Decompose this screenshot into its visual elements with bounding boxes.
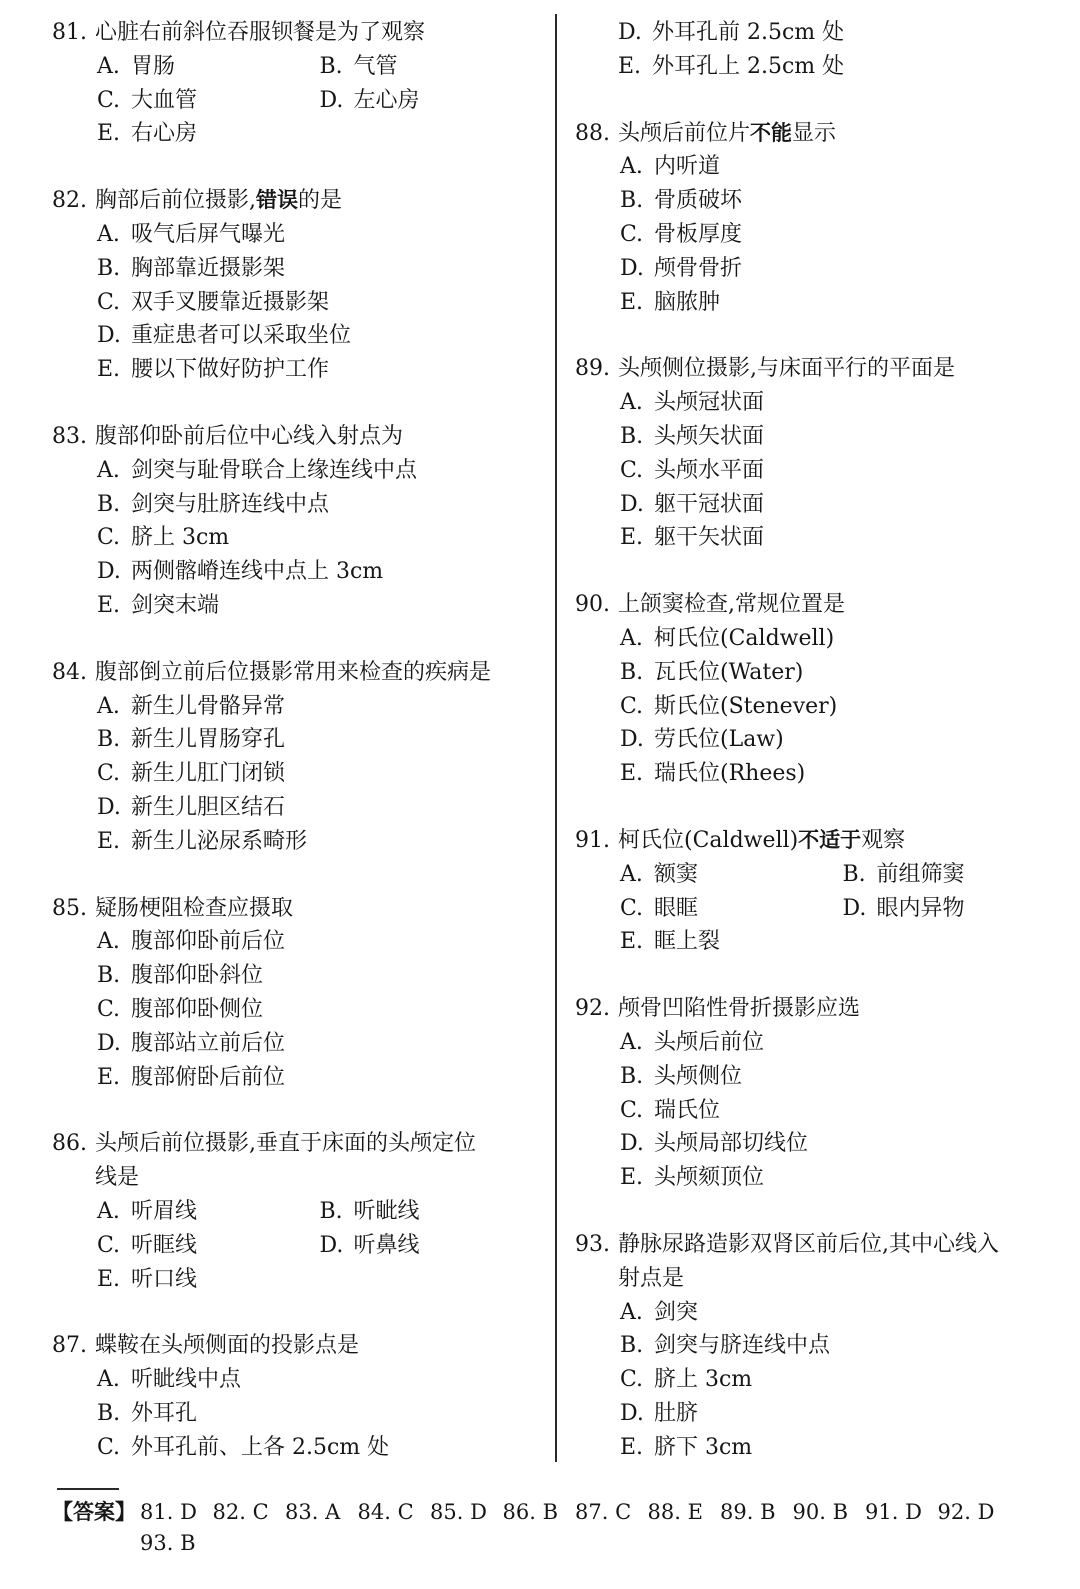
- question-86: [52, 1127, 542, 1296]
- option-letter: C.: [620, 457, 644, 483]
- option-letter: C.: [97, 87, 121, 113]
- option-letter: C.: [620, 693, 644, 719]
- option-b: [843, 858, 1066, 892]
- option-text: 听眶线: [131, 1232, 198, 1258]
- option-letter: D.: [319, 87, 344, 113]
- option-letter: C.: [97, 1232, 121, 1258]
- question-text: [618, 824, 1065, 858]
- option-text: 外耳孔前 2.5cm 处: [652, 20, 845, 45]
- question-84: [52, 656, 542, 859]
- option-text: 两侧髂嵴连线中点上 3cm: [131, 559, 384, 585]
- option-b: [52, 1397, 542, 1431]
- option-a: [52, 925, 542, 959]
- stem-part: 胸部后前位摄影,: [95, 188, 256, 214]
- answer-item: 86. B: [502, 1500, 559, 1524]
- option-b: [52, 488, 542, 522]
- answer-label: 【答案】: [52, 1500, 136, 1524]
- option-text: 斯氏位(Stenever): [654, 693, 838, 719]
- option-letter: A.: [620, 390, 643, 416]
- option-c: [575, 218, 1065, 252]
- question-stem: [52, 16, 542, 50]
- option-text: 剑突与肚脐连线中点: [131, 491, 330, 517]
- answer-item: 89. B: [720, 1500, 776, 1524]
- option-letter: E.: [97, 357, 121, 383]
- option-letter: A.: [97, 1367, 120, 1393]
- option-c: [575, 454, 1065, 488]
- option-a: [52, 1363, 542, 1397]
- option-letter: C.: [97, 996, 121, 1022]
- question-stem: [52, 184, 542, 218]
- option-e: [575, 521, 1065, 555]
- option-text: 听眦线: [353, 1198, 420, 1224]
- question-text: 心脏右前斜位吞服钡餐是为了观察: [95, 20, 426, 45]
- option-text: 剑突与脐连线中点: [654, 1333, 831, 1359]
- option-letter: A.: [97, 221, 120, 247]
- answer-item: 91. D: [865, 1500, 922, 1524]
- option-text: 头颅后前位: [654, 1029, 765, 1055]
- stem-emphasis: 不适于: [798, 827, 862, 852]
- question-text: [95, 184, 542, 218]
- option-letter: D.: [97, 794, 121, 820]
- answer-item: 84. C: [357, 1500, 414, 1524]
- question-stem: [52, 420, 542, 454]
- option-d: [320, 1229, 543, 1263]
- stem-part: 头颅后前位片: [618, 120, 751, 146]
- option-text: 新生儿泌尿系畸形: [131, 828, 308, 854]
- option-text: 瓦氏位(Water): [654, 659, 804, 685]
- option-text: 听眉线: [131, 1198, 198, 1224]
- answer-key: [52, 1497, 1062, 1559]
- question-number: 90.: [575, 592, 610, 618]
- question-stem: [575, 824, 1065, 858]
- option-text: 头颅冠状面: [654, 390, 765, 416]
- option-d: [575, 252, 1065, 286]
- option-letter: E.: [97, 121, 121, 147]
- option-e: [52, 589, 542, 623]
- option-text: 脐下 3cm: [654, 1434, 753, 1460]
- option-letter: C.: [97, 525, 121, 551]
- answer-item: 87. C: [575, 1500, 632, 1524]
- question-91: [575, 824, 1065, 959]
- question-text: 头颅后前位摄影,垂直于床面的头颅定位: [95, 1131, 476, 1157]
- question-number: 83.: [52, 423, 87, 449]
- option-letter: B.: [319, 1198, 343, 1224]
- option-text: 重症患者可以采取坐位: [131, 323, 352, 349]
- answer-row: [52, 1528, 1062, 1559]
- option-text: 前组筛窦: [876, 861, 965, 887]
- option-letter: D.: [620, 1131, 644, 1157]
- option-letter: B.: [620, 423, 644, 449]
- option-text: 头颅颏顶位: [654, 1165, 765, 1191]
- option-text: 听鼻线: [353, 1232, 420, 1258]
- answer-item: 88. E: [647, 1500, 703, 1524]
- question-number: 86.: [52, 1131, 87, 1157]
- option-text: 双手叉腰靠近摄影架: [131, 289, 330, 315]
- option-text: 外耳孔: [131, 1400, 198, 1426]
- option-d: [320, 84, 543, 118]
- option-letter: E.: [618, 53, 642, 79]
- option-text: 剑突: [654, 1299, 699, 1325]
- question-89: [575, 352, 1065, 555]
- option-a: [575, 1026, 1065, 1060]
- option-letter: A.: [97, 693, 120, 719]
- option-text: 腹部俯卧后前位: [131, 1064, 286, 1090]
- option-c: [575, 690, 1065, 724]
- option-letter: A.: [620, 861, 643, 887]
- option-text: 腹部仰卧斜位: [131, 963, 264, 989]
- option-letter: A.: [97, 53, 120, 79]
- question-stem: [575, 1228, 1065, 1262]
- option-e: [575, 1161, 1065, 1195]
- option-row: [575, 858, 1065, 892]
- question-92: [575, 992, 1065, 1195]
- stem-emphasis: 不能: [750, 120, 793, 145]
- option-letter: E.: [97, 592, 121, 618]
- option-text: 新生儿肛门闭锁: [131, 761, 286, 787]
- option-e: [575, 50, 1065, 84]
- option-e: [575, 1431, 1065, 1465]
- option-letter: D.: [97, 559, 121, 585]
- option-a: [620, 858, 843, 892]
- option-text: 骨板厚度: [654, 221, 743, 247]
- option-letter: B.: [620, 1063, 644, 1089]
- option-row: [52, 1195, 542, 1229]
- option-text: 躯干冠状面: [654, 491, 765, 517]
- option-letter: D.: [620, 727, 644, 753]
- option-b: [575, 1329, 1065, 1363]
- option-letter: B.: [620, 659, 644, 685]
- option-a: [575, 1296, 1065, 1330]
- option-b: [52, 723, 542, 757]
- question-number: 88.: [575, 120, 610, 146]
- option-d: [52, 791, 542, 825]
- option-d: [575, 488, 1065, 522]
- question-text: 静脉尿路造影双肾区前后位,其中心线入: [618, 1231, 999, 1257]
- question-text-continued: 线是: [95, 1165, 140, 1191]
- option-b: [52, 959, 542, 993]
- option-text: 腹部仰卧侧位: [131, 996, 264, 1022]
- option-c: [575, 1094, 1065, 1128]
- option-b: [575, 420, 1065, 454]
- option-text: 眶上裂: [654, 929, 721, 955]
- option-text: 瑞氏位(Rhees): [654, 761, 806, 787]
- option-e: [52, 825, 542, 859]
- option-text: 听眦线中点: [131, 1367, 242, 1393]
- question-stem: [575, 992, 1065, 1026]
- right-column: [575, 16, 1065, 1497]
- option-text: 左心房: [353, 87, 420, 113]
- question-number: 82.: [52, 188, 87, 214]
- question-number: 92.: [575, 996, 610, 1022]
- option-letter: C.: [620, 1367, 644, 1393]
- option-text: 骨质破坏: [654, 188, 743, 214]
- option-b: [575, 656, 1065, 690]
- option-text: 脐上 3cm: [654, 1367, 753, 1393]
- question-stem: [52, 892, 542, 926]
- option-text: 额窦: [654, 861, 699, 887]
- question-number: 91.: [575, 827, 610, 853]
- option-text: 瑞氏位: [654, 1097, 721, 1123]
- option-letter: D.: [319, 1232, 344, 1258]
- answer-item: 81. D: [140, 1500, 197, 1524]
- option-letter: A.: [97, 929, 120, 955]
- option-text: 大血管: [131, 87, 198, 113]
- option-d: [575, 723, 1065, 757]
- option-d: [843, 892, 1066, 926]
- option-d: [575, 1127, 1065, 1161]
- question-90: [575, 588, 1065, 791]
- option-letter: C.: [620, 1097, 644, 1123]
- option-letter: E.: [620, 1434, 644, 1460]
- option-letter: D.: [842, 895, 867, 921]
- option-letter: A.: [620, 154, 643, 180]
- option-a: [575, 622, 1065, 656]
- question-text: 疑肠梗阻检查应摄取: [95, 895, 294, 921]
- question-stem: [52, 656, 542, 690]
- question-number: 85.: [52, 895, 87, 921]
- option-row: [52, 84, 542, 118]
- question-text-continued: 射点是: [618, 1265, 685, 1291]
- option-e: [575, 286, 1065, 320]
- option-d: [52, 555, 542, 589]
- stem-part: 柯氏位(Caldwell): [618, 827, 799, 853]
- left-column: [52, 16, 542, 1497]
- option-letter: D.: [620, 491, 644, 517]
- option-letter: E.: [97, 1064, 121, 1090]
- option-c: [620, 892, 843, 926]
- option-d: [575, 1397, 1065, 1431]
- option-text: 吸气后屏气曝光: [131, 221, 286, 247]
- option-letter: C.: [97, 761, 121, 787]
- option-letter: A.: [620, 1029, 643, 1055]
- option-text: 头颅水平面: [654, 457, 765, 483]
- option-letter: C.: [620, 221, 644, 247]
- question-85: [52, 892, 542, 1095]
- option-text: 脑脓肿: [654, 289, 721, 315]
- question-text: 蝶鞍在头颅侧面的投影点是: [95, 1333, 360, 1359]
- option-letter: B.: [97, 963, 121, 989]
- option-letter: C.: [620, 895, 644, 921]
- option-text: 胃肠: [131, 53, 176, 79]
- option-letter: C.: [97, 289, 121, 315]
- option-text: 新生儿胆区结石: [131, 794, 286, 820]
- option-text: 剑突末端: [131, 592, 220, 618]
- option-e: [575, 757, 1065, 791]
- option-text: 柯氏位(Caldwell): [654, 625, 835, 651]
- option-text: 躯干矢状面: [654, 525, 765, 551]
- question-text: 上颌窦检查,常规位置是: [618, 592, 845, 618]
- question-82: [52, 184, 542, 387]
- option-text: 头颅侧位: [654, 1063, 743, 1089]
- option-text: 胸部靠近摄影架: [131, 255, 286, 281]
- option-c: [575, 1363, 1065, 1397]
- question-stem: [575, 588, 1065, 622]
- question-stem: [52, 1127, 542, 1161]
- option-text: 内听道: [654, 154, 721, 180]
- question-stem: [575, 117, 1065, 151]
- option-text: 外耳孔上 2.5cm 处: [652, 53, 845, 79]
- option-c: [97, 1229, 320, 1263]
- option-letter: A.: [97, 457, 120, 483]
- option-text: 头颅局部切线位: [654, 1131, 809, 1157]
- option-letter: B.: [620, 1333, 644, 1359]
- option-e: [52, 1263, 542, 1297]
- option-text: 腰以下做好防护工作: [131, 357, 330, 383]
- option-a: [52, 454, 542, 488]
- option-letter: E.: [97, 1266, 121, 1292]
- option-b: [575, 1060, 1065, 1094]
- stem-emphasis: 错误: [256, 188, 298, 213]
- question-83: [52, 420, 542, 623]
- option-text: 新生儿骨骼异常: [131, 693, 286, 719]
- question-81: [52, 16, 542, 151]
- option-b: [52, 252, 542, 286]
- option-text: 右心房: [131, 121, 198, 147]
- answer-item: 82. C: [212, 1500, 269, 1524]
- option-text: 劳氏位(Law): [654, 727, 784, 753]
- option-letter: D.: [97, 323, 121, 349]
- option-text: 外耳孔前、上各 2.5cm 处: [131, 1434, 390, 1460]
- option-letter: E.: [620, 761, 644, 787]
- answer-item: 83. A: [285, 1500, 341, 1524]
- option-text: 头颅矢状面: [654, 423, 765, 449]
- option-b: [320, 50, 543, 84]
- option-text: 听口线: [131, 1266, 198, 1292]
- option-text: 眼内异物: [876, 895, 965, 921]
- answer-item: 92. D: [937, 1500, 995, 1524]
- option-letter: A.: [97, 1198, 120, 1224]
- option-letter: B.: [97, 491, 121, 517]
- option-e: [52, 1061, 542, 1095]
- question-number: 81.: [52, 20, 87, 45]
- option-letter: D.: [618, 20, 642, 45]
- answer-item: 93. B: [140, 1531, 196, 1555]
- stem-part: 显示: [792, 120, 837, 146]
- answer-item: 85. D: [430, 1500, 487, 1524]
- option-a: [97, 1195, 320, 1229]
- option-text: 新生儿胃肠穿孔: [131, 727, 286, 753]
- option-letter: B.: [97, 727, 121, 753]
- option-text: 腹部站立前后位: [131, 1030, 286, 1056]
- option-letter: B.: [97, 255, 121, 281]
- question-text: 颅骨凹陷性骨折摄影应选: [618, 996, 861, 1022]
- option-a: [52, 218, 542, 252]
- option-e: [575, 925, 1065, 959]
- answer-item: 90. B: [792, 1500, 849, 1524]
- option-c: [52, 1431, 542, 1465]
- option-text: 肚脐: [654, 1400, 699, 1426]
- option-letter: B.: [620, 188, 644, 214]
- column-divider: [555, 14, 557, 1462]
- option-row: [575, 892, 1065, 926]
- option-letter: A.: [620, 625, 643, 651]
- stem-part: 的是: [298, 188, 343, 214]
- option-a: [575, 150, 1065, 184]
- option-letter: E.: [620, 929, 644, 955]
- question-number: 93.: [575, 1231, 610, 1257]
- option-letter: B.: [842, 861, 866, 887]
- option-row: [52, 1229, 542, 1263]
- option-a: [52, 690, 542, 724]
- question-93: [575, 1228, 1065, 1465]
- question-number: 87.: [52, 1333, 87, 1359]
- option-d: [575, 16, 1065, 50]
- question-87: [52, 1329, 542, 1464]
- option-text: 眼眶: [654, 895, 699, 921]
- option-letter: C.: [97, 1434, 121, 1460]
- option-letter: A.: [620, 1299, 643, 1325]
- question-text: 腹部倒立前后位摄影常用来检查的疾病是: [95, 659, 492, 685]
- option-c: [52, 757, 542, 791]
- option-letter: D.: [97, 1030, 121, 1056]
- option-text: 腹部仰卧前后位: [131, 929, 286, 955]
- option-letter: B.: [97, 1400, 121, 1426]
- option-d: [52, 1027, 542, 1061]
- option-c: [97, 84, 320, 118]
- option-c: [52, 993, 542, 1027]
- option-e: [52, 117, 542, 151]
- option-letter: E.: [620, 525, 644, 551]
- option-b: [320, 1195, 543, 1229]
- answer-divider: [57, 1488, 119, 1490]
- question-stem: [575, 352, 1065, 386]
- option-letter: E.: [97, 828, 121, 854]
- option-d: [52, 319, 542, 353]
- option-letter: D.: [620, 255, 644, 281]
- option-e: [52, 353, 542, 387]
- option-text: 脐上 3cm: [131, 525, 230, 551]
- option-letter: D.: [620, 1400, 644, 1426]
- option-text: 颅骨骨折: [654, 255, 743, 281]
- option-text: 剑突与耻骨联合上缘连线中点: [131, 457, 418, 483]
- option-a: [97, 50, 320, 84]
- option-c: [52, 286, 542, 320]
- question-number: 89.: [575, 356, 610, 382]
- question-number: 84.: [52, 659, 87, 685]
- option-a: [575, 386, 1065, 420]
- stem-part: 观察: [861, 827, 906, 853]
- question-stem: [52, 1329, 542, 1363]
- answer-row: [52, 1497, 1062, 1528]
- option-letter: E.: [620, 289, 644, 315]
- option-row: [52, 50, 542, 84]
- option-c: [52, 521, 542, 555]
- question-87-continued: [575, 16, 1065, 84]
- question-text: 腹部仰卧前后位中心线入射点为: [95, 423, 404, 449]
- question-text: [618, 117, 1065, 151]
- option-b: [575, 184, 1065, 218]
- option-letter: B.: [319, 53, 343, 79]
- question-88: [575, 117, 1065, 320]
- question-text: 头颅侧位摄影,与床面平行的平面是: [618, 356, 955, 382]
- option-text: 气管: [353, 53, 398, 79]
- option-letter: E.: [620, 1165, 644, 1191]
